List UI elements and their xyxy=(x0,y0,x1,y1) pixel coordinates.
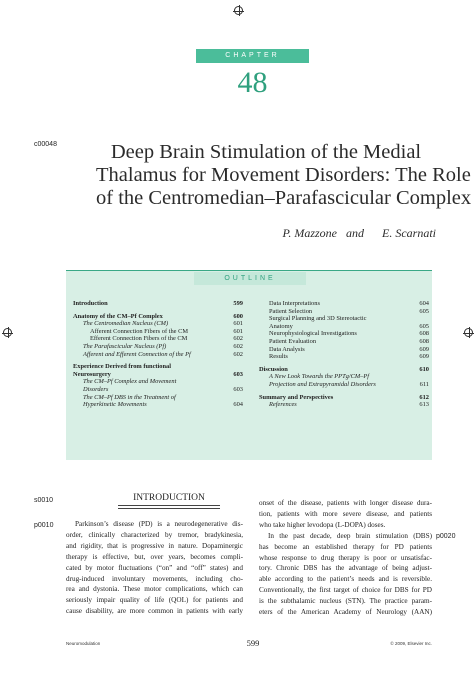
text-line: Conventionally, the first target of choice for DBS for PD xyxy=(259,586,432,595)
outline-entry-page: 600 xyxy=(233,312,243,320)
outline-entry-title: Patient Selection xyxy=(269,307,313,315)
outline-entry-title: Afferent and Efferent Connection of the Pf xyxy=(83,350,191,358)
text-line: drug-induced involuntary movements, including cho- xyxy=(66,574,243,583)
text-line: tion, patients with more severe disease, and patients xyxy=(259,509,432,518)
text-line: In the past decade, deep brain stimulation (DBS) xyxy=(268,531,432,540)
footer-copyright: © 2009, Elsevier Inc. xyxy=(390,641,432,646)
paragraph-id-2: p0020 xyxy=(436,533,456,540)
chapter-number: 48 xyxy=(237,66,268,99)
text-line: is the subthalamic nucleus (STN). The practice param- xyxy=(259,597,432,606)
page-number: 599 xyxy=(246,638,260,648)
outline-entry-page: 602 xyxy=(233,342,243,350)
outline-entry-title: Data Analysis xyxy=(269,345,305,353)
text-line: whose response to drug therapy is poor or unsatisfac- xyxy=(259,553,432,562)
outline-left-column xyxy=(73,300,243,409)
outline-entry-title: References xyxy=(269,401,297,409)
outline-entry-page: 604 xyxy=(233,401,243,409)
outline-entry xyxy=(259,308,429,316)
outline-entry-title: Projection and Extrapyramidal Disorders xyxy=(269,380,376,388)
outline-entry-title: Anatomy xyxy=(269,322,293,330)
outline-entry-page: 602 xyxy=(233,335,243,343)
outline-entry-page xyxy=(425,373,429,381)
outline-entry xyxy=(73,328,243,336)
outline-entry xyxy=(73,335,243,343)
outline-entry xyxy=(259,394,429,402)
outline-entry xyxy=(73,378,243,386)
outline-entry xyxy=(259,330,429,338)
outline-entry-title: Summary and Perspectives xyxy=(259,393,334,401)
outline-entry-page: 603 xyxy=(233,370,243,378)
outline-entry-title: Hyperkinetic Movements xyxy=(83,401,147,409)
outline-entry-title: The CM–Pf DBS in the Treatment of xyxy=(83,393,176,401)
outline-entry-page xyxy=(239,394,243,402)
text-line: order, clinically characterized by tremor, bradykinesia, xyxy=(66,530,243,539)
intro-paragraph-right xyxy=(259,498,432,618)
outline-entry xyxy=(259,366,429,374)
chapter-id: c00048 xyxy=(34,141,57,148)
introduction-heading: INTRODUCTION xyxy=(118,493,220,506)
text-line: cause disability, are more common in patients with early xyxy=(66,607,243,616)
outline-entry-page: 603 xyxy=(233,385,243,393)
text-line: cated by motor fluctuations (“on” and “off” states) and xyxy=(66,563,243,572)
paragraph-id-1: p0010 xyxy=(34,522,54,529)
outline-entry-title: The Parafascicular Nucleus (Pf) xyxy=(83,342,167,350)
outline-entry-title: The CM–Pf Complex and Movement xyxy=(83,378,177,386)
author-1: P. Mazzone xyxy=(282,226,337,240)
outline-entry-page: 608 xyxy=(419,337,429,345)
outline-entry-page: 612 xyxy=(419,393,429,401)
outline-entry xyxy=(73,351,243,359)
outline-entry xyxy=(73,363,243,371)
text-line: onset of the disease, patients with longer disease dura- xyxy=(259,499,432,507)
outline-entry xyxy=(259,353,429,361)
outline-entry-title: Neurophysiological Investigations xyxy=(269,330,357,338)
outline-entry xyxy=(259,381,429,389)
outline-entry-title: Results xyxy=(269,353,288,361)
outline-entry-page: 601 xyxy=(233,327,243,335)
outline-right-column xyxy=(259,300,429,409)
text-line: has become an established therapy for PD patients xyxy=(259,542,432,551)
title-line: Deep Brain Stimulation of the Medial xyxy=(110,141,422,163)
author-conjunction: and xyxy=(346,226,364,240)
text-line: tory. Chronic DBS has the advantage of being adjust- xyxy=(259,564,432,573)
outline-entry-title: Data Interpretations xyxy=(269,300,320,307)
outline-entry xyxy=(73,401,243,409)
outline-entry-title: Afferent Connection Fibers of the CM xyxy=(90,327,189,335)
outline-entry xyxy=(73,394,243,402)
outline-entry-title: Introduction xyxy=(73,300,108,307)
text-line: able according to the patient’s needs and is reversible. xyxy=(259,575,432,584)
section-id: s0010 xyxy=(34,497,54,504)
outline-entry-title: A New Look Towards the PPTg/CM–Pf xyxy=(269,373,370,381)
text-line: and rigidity, that is progressive in nature. Dopaminergic xyxy=(66,541,243,550)
outline-entry-title: Neurosurgery xyxy=(73,370,111,378)
outline-entry-title: The Centromedian Nucleus (CM) xyxy=(83,320,169,328)
outline-entry-title: Efferent Connection Fibers of the CM xyxy=(90,335,188,343)
text-line: who take higher levodopa (L-DOPA) doses. xyxy=(259,520,386,529)
registration-mark-top xyxy=(234,6,243,15)
outline-entry-title: Disorders xyxy=(83,385,109,393)
outline-entry-page xyxy=(425,315,429,323)
registration-mark-right xyxy=(464,328,473,337)
outline-entry-page xyxy=(239,378,243,386)
text-line: therapy is effective, but, over years, becomes compli- xyxy=(66,552,243,561)
outline-entry-page: 609 xyxy=(419,353,429,361)
outline-entry-page: 609 xyxy=(419,345,429,353)
text-line: eters of the American Academy of Neurology (AAN) xyxy=(259,608,432,617)
outline-entry-title: Surgical Planning and 3D Stereotactic xyxy=(269,315,367,323)
registration-mark-left xyxy=(3,328,12,337)
outline-entry-page: 604 xyxy=(419,300,429,307)
outline-entry-page: 611 xyxy=(419,380,429,388)
outline-entry xyxy=(259,401,429,409)
outline-entry xyxy=(73,313,243,321)
title-line: of the Centromedian–Parafascicular Complex xyxy=(96,187,472,209)
outline-entry xyxy=(259,346,429,354)
authors xyxy=(96,226,436,241)
article-title xyxy=(96,141,472,210)
outline-entry-page: 605 xyxy=(419,307,429,315)
outline-entry-title: Anatomy of the CM–Pf Complex xyxy=(73,312,163,320)
outline-entry-page xyxy=(239,363,243,371)
outline-entry-page: 610 xyxy=(419,365,429,373)
outline-entry xyxy=(73,320,243,328)
outline-entry-page: 599 xyxy=(233,300,243,307)
author-2: E. Scarnati xyxy=(382,226,436,240)
outline-entry-page: 608 xyxy=(419,330,429,338)
outline-entry-title: Discussion xyxy=(259,365,288,373)
outline-heading: OUTLINE xyxy=(194,272,306,285)
title-line: Thalamus for Movement Disorders: The Role xyxy=(96,164,471,186)
outline-entry xyxy=(73,300,243,308)
intro-paragraph-left xyxy=(66,519,243,617)
outline-entry xyxy=(259,323,429,331)
outline-entry xyxy=(73,371,243,379)
outline-entry-page: 601 xyxy=(233,320,243,328)
text-line: Parkinson’s disease (PD) is a neurodegenerative dis- xyxy=(75,520,243,528)
outline-entry-page: 602 xyxy=(233,350,243,358)
outline-entry xyxy=(73,343,243,351)
outline-entry-page: 605 xyxy=(419,322,429,330)
outline-entry-title: Experience Derived from functional xyxy=(73,363,172,371)
text-line: rea and dystonia. These motor complications, which can xyxy=(66,585,243,594)
chapter-label: CHAPTER xyxy=(196,49,309,63)
outline-entry xyxy=(73,386,243,394)
footer-journal: Neuromodulation xyxy=(66,641,101,646)
outline-entry-title: Patient Evaluation xyxy=(269,337,317,345)
text-line: seriously impair quality of life (QOL) for patients and xyxy=(66,596,243,605)
outline-entry xyxy=(259,315,429,323)
outline-entry xyxy=(259,338,429,346)
outline-entry-page: 613 xyxy=(419,401,429,409)
outline-entry xyxy=(259,300,429,308)
outline-entry xyxy=(259,373,429,381)
